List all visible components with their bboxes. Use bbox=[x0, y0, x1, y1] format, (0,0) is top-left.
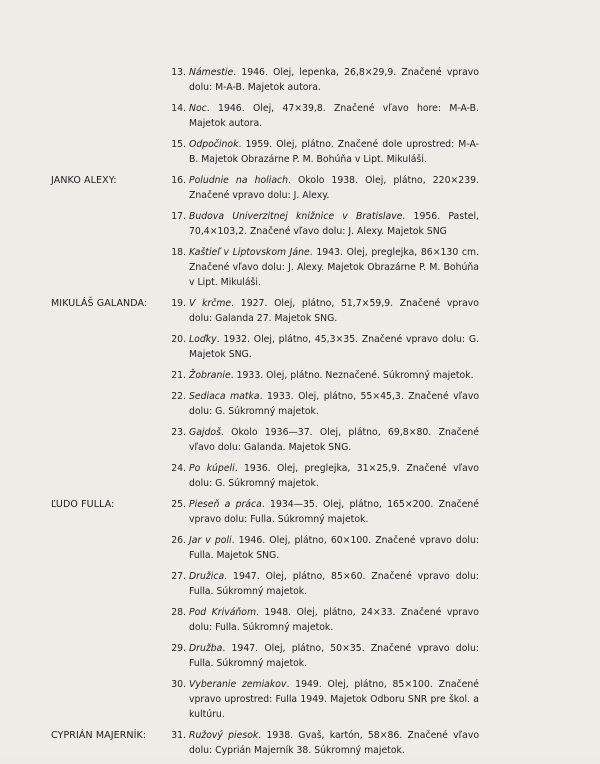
entry-text bbox=[189, 245, 479, 290]
catalog-entry bbox=[0, 569, 600, 599]
entry-text bbox=[189, 173, 479, 203]
artwork-title: Žobranie bbox=[189, 370, 231, 381]
artist-name: CYPRIÁN MAJERNÍK: bbox=[51, 730, 147, 741]
entry-number: 14. bbox=[171, 103, 186, 114]
catalog-entry bbox=[0, 425, 600, 455]
entry-text bbox=[189, 641, 479, 671]
artist-name: MIKULÁŠ GALANDA: bbox=[51, 298, 148, 309]
artwork-description: . 1959. Olej, plátno. Značené dole uprostred: M-A-B. Majetok Obrazárne P. M. Bohúňa v Lipt. Mikuláši. bbox=[189, 139, 479, 165]
entry-text bbox=[189, 65, 479, 95]
catalog-entry bbox=[0, 677, 600, 722]
artwork-title: Družba bbox=[189, 643, 223, 654]
entry-text bbox=[189, 569, 479, 599]
entry-text bbox=[189, 389, 479, 419]
artist-name: ĽUDO FULLA: bbox=[51, 499, 115, 510]
catalog-entry bbox=[0, 368, 600, 383]
entry-number: 27. bbox=[171, 571, 186, 582]
artwork-title: Sediaca matka bbox=[189, 391, 260, 402]
entry-number: 25. bbox=[171, 499, 186, 510]
artwork-description: . 1932. Olej, plátno, 45,3×35. Značené vpravo dolu: G. Majetok SNG. bbox=[189, 334, 479, 360]
catalog-entry bbox=[0, 533, 600, 563]
artwork-description: . 1956. Pastel, 70,4×103,2. Značené vľavo dolu: J. Alexy. Majetok SNG bbox=[189, 211, 479, 237]
artwork-description: . 1946. Olej, plátno, 60×100. Značené vpravo dolu: Fulla. Majetok SNG. bbox=[189, 535, 480, 561]
artwork-title: Loďky bbox=[189, 334, 217, 345]
artwork-description: . 1943. Olej, preglejka, 86×130 cm. Značené vľavo dolu: J. Alexy. Majetok Obrazárne P. M. Bohúňa v Lipt. Mikuláši. bbox=[189, 247, 479, 288]
catalog-entry bbox=[0, 209, 600, 239]
entry-number: 28. bbox=[171, 607, 186, 618]
entry-number: 17. bbox=[171, 211, 186, 222]
artwork-description: . Okolo 1938. Olej, plátno, 220×239. Značené vpravo dolu: J. Alexy. bbox=[189, 175, 479, 201]
catalog-entry bbox=[0, 641, 600, 671]
catalog-entry bbox=[0, 245, 600, 290]
catalog-entry bbox=[0, 461, 600, 491]
artwork-description: . 1938. Gvaš, kartón, 58×86. Značené vľavo dolu: Cyprián Majerník 38. Súkromný majetok. bbox=[189, 730, 480, 756]
entry-number: 31. bbox=[171, 730, 186, 741]
artwork-description: . 1933. Olej, plátno, 55×45,3. Značené vľavo dolu: G. Súkromný majetok. bbox=[189, 391, 480, 417]
catalog-entry bbox=[0, 332, 600, 362]
entry-text bbox=[189, 296, 479, 326]
artwork-description: . 1947. Olej, plátno, 50×35. Značené vpravo dolu: Fulla. Súkromný majetok. bbox=[189, 643, 479, 669]
artwork-title: Noc bbox=[189, 103, 207, 114]
entry-text bbox=[189, 533, 479, 563]
artwork-title: Kaštieľ v Liptovskom Jáne bbox=[189, 247, 310, 258]
catalog-list bbox=[0, 65, 600, 764]
artwork-title: Družica bbox=[189, 571, 225, 582]
artwork-title: Vyberanie zemiakov bbox=[189, 679, 287, 690]
artwork-description: . 1948. Olej, plátno, 24×33. Značené vpravo dolu: Fulla. Súkromný majetok. bbox=[189, 607, 479, 633]
entry-text bbox=[189, 605, 479, 635]
artist-name: JANKO ALEXY: bbox=[51, 175, 117, 186]
entry-text bbox=[189, 497, 479, 527]
catalog-entry bbox=[0, 605, 600, 635]
entry-number: 13. bbox=[171, 67, 186, 78]
artwork-title: Ružový piesok bbox=[189, 730, 259, 741]
catalog-entry bbox=[0, 497, 600, 527]
entry-number: 22. bbox=[171, 391, 186, 402]
entry-number: 16. bbox=[171, 175, 186, 186]
artwork-title: Jar v poli bbox=[189, 535, 232, 546]
entry-number: 24. bbox=[171, 463, 186, 474]
entry-number: 18. bbox=[171, 247, 186, 258]
artwork-title: Poludnie na holiach bbox=[189, 175, 289, 186]
artwork-description: . 1947. Olej, plátno, 85×60. Značené vpravo dolu: Fulla. Súkromný majetok. bbox=[189, 571, 479, 597]
artwork-title: Pod Kriváňom bbox=[189, 607, 257, 618]
catalog-entry bbox=[0, 65, 600, 95]
entry-number: 21. bbox=[171, 370, 186, 381]
artwork-title: Pieseň a práca bbox=[189, 499, 262, 510]
artwork-title: Po kúpeli bbox=[189, 463, 235, 474]
artwork-title: V krčme bbox=[189, 298, 232, 309]
entry-text bbox=[189, 209, 479, 239]
artwork-title: Odpočinok bbox=[189, 139, 239, 150]
artwork-description: . 1946. Olej, lepenka, 26,8×29,9. Značené vpravo dolu: M-A-B. Majetok autora. bbox=[189, 67, 479, 93]
catalog-entry bbox=[0, 137, 600, 167]
catalog-entry bbox=[0, 728, 600, 758]
artwork-description: . Okolo 1936—37. Olej, plátno, 69,8×80. Značené vľavo dolu: Galanda. Majetok SNG. bbox=[189, 427, 479, 453]
artwork-description: . 1934—35. Olej, plátno, 165×200. Značené vpravo dolu: Fulla. Súkromný majetok. bbox=[189, 499, 479, 525]
entry-text bbox=[189, 677, 479, 722]
artwork-title: Námestie bbox=[189, 67, 234, 78]
entry-text bbox=[189, 101, 479, 131]
artwork-description: . 1933. Olej, plátno. Neznačené. Súkromný majetok. bbox=[230, 370, 474, 381]
artwork-description: . 1936. Olej, preglejka, 31×25,9. Značené vľavo dolu: G. Súkromný majetok. bbox=[189, 463, 479, 489]
catalog-entry bbox=[0, 296, 600, 326]
entry-number: 29. bbox=[171, 643, 186, 654]
entry-text bbox=[189, 332, 479, 362]
catalog-entry bbox=[0, 389, 600, 419]
entry-number: 30. bbox=[171, 679, 186, 690]
artwork-title: Budova Univerzitnej knižnice v Bratislave bbox=[189, 211, 403, 222]
entry-text bbox=[189, 368, 479, 383]
artwork-description: . 1927. Olej, plátno, 51,7×59,9. Značené vpravo dolu: Galanda 27. Majetok SNG. bbox=[189, 298, 479, 324]
artwork-description: . 1946. Olej, 47×39,8. Značené vľavo hore: M-A-B. Majetok autora. bbox=[189, 103, 479, 129]
entry-text bbox=[189, 461, 479, 491]
artwork-title: Gajdoš bbox=[189, 427, 221, 438]
entry-number: 26. bbox=[171, 535, 186, 546]
entry-text bbox=[189, 425, 479, 455]
catalog-entry bbox=[0, 101, 600, 131]
entry-number: 20. bbox=[171, 334, 186, 345]
artwork-description: . 1949. Olej, plátno, 85×100. Značené vpravo uprostred: Fulla 1949. Majetok Odboru SNR pre škol. a kultúru. bbox=[189, 679, 479, 720]
entry-number: 19. bbox=[171, 298, 186, 309]
entry-text bbox=[189, 728, 479, 758]
entry-number: 23. bbox=[171, 427, 186, 438]
entry-number: 15. bbox=[171, 139, 186, 150]
catalog-entry bbox=[0, 173, 600, 203]
entry-text bbox=[189, 137, 479, 167]
